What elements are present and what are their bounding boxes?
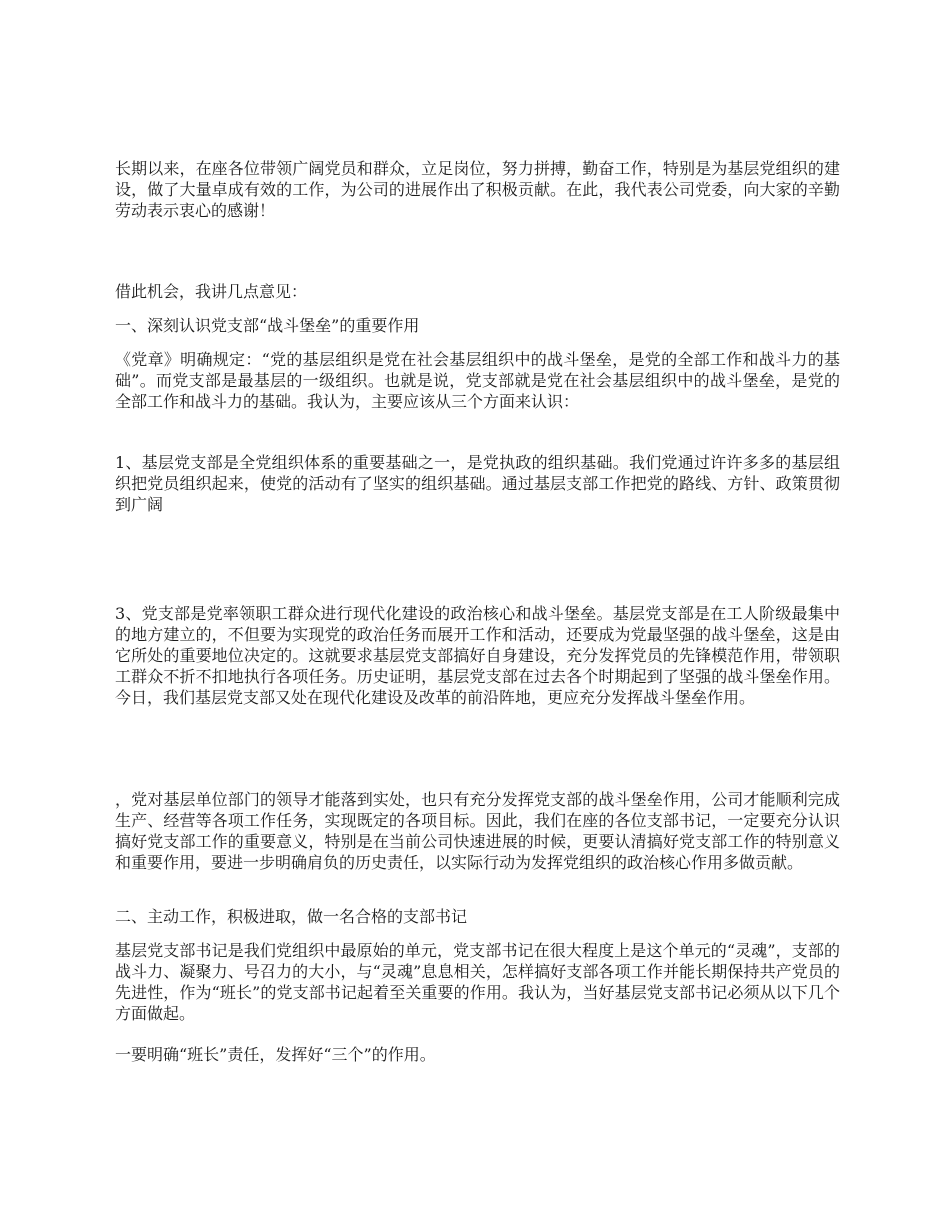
paragraph-first-requirement: 一要明确“班长”责任，发挥好“三个”的作用。 [115, 1045, 436, 1064]
paragraph-point-one: 1、基层党支部是全党组织体系的重要基础之一，是党执政的组织基础。我们党通过许许多多的基层组织把党员组织起来，使党的活动有了坚实的组织基础。通过基层支部工作把党的路线、方针、政策贯彻到广阔 [115, 453, 840, 514]
paragraph-gratitude: 长期以来，在座各位带领广阔党员和群众，立足岗位，努力拼搏，勤奋工作，特别是为基层党组织的建设，做了大量卓成有效的工作，为公司的进展作出了积极贡献。在此，我代表公司党委，向大家的辛勤劳动表示衷心的感谢！ [115, 159, 840, 220]
heading-section-one: 一、深刻认识党支部“战斗堡垒”的重要作用 [115, 316, 420, 335]
paragraph-branch-secretary: 基层党支部书记是我们党组织中最原始的单元，党支部书记在很大程度上是这个单元的“灵魂”，支部的战斗力、凝聚力、号召力的大小，与“灵魂”息息相关，怎样搞好支部各项工作并能长期保持共产党员的先进性，作为“班长”的党支部书记起着至关重要的作用。我认为，当好基层党支部书记必须从以下几个方面做起。 [115, 941, 840, 1023]
paragraph-point-three: 3、党支部是党率领职工群众进行现代化建设的政治核心和战斗堡垒。基层党支部是在工人阶级最集中的地方建立的，不但要为实现党的政治任务而展开工作和活动，还要成为党最坚强的战斗堡垒，这是由它所处的重要地位决定的。这就要求基层党支部搞好自身建设，充分发挥党员的先锋模范作用，带领职工群众不折不扣地执行各项任务。历史证明，基层党支部在过去各个时期起到了坚强的战斗堡垒作用。今日，我们基层党支部又处在现代化建设及改革的前沿阵地，更应充分发挥战斗堡垒作用。 [115, 604, 840, 707]
paragraph-party-charter: 《党章》明确规定：“党的基层组织是党在社会基层组织中的战斗堡垒，是党的全部工作和战斗力的基础”。而党支部是最基层的一级组织。也就是说，党支部就是党在社会基层组织中的战斗堡垒，是党的全部工作和战斗力的基础。我认为，主要应该从三个方面来认识： [115, 350, 840, 411]
paragraph-implementation: ，党对基层单位部门的领导才能落到实处，也只有充分发挥党支部的战斗堡垒作用，公司才能顺利完成生产、经营等各项工作任务，实现既定的各项目标。因此，我们在座的各位支部书记，一定要充分认识搞好党支部工作的重要意义，特别是在当前公司快速进展的时候，更要认清搞好党支部工作的特别意义和重要作用，要进一步明确肩负的历史责任，以实际行动为发挥党组织的政治核心作用多做贡献。 [115, 790, 840, 872]
heading-section-two: 二、主动工作，积极进取，做一名合格的支部书记 [115, 907, 468, 926]
paragraph-intro: 借此机会，我讲几点意见： [115, 282, 308, 301]
